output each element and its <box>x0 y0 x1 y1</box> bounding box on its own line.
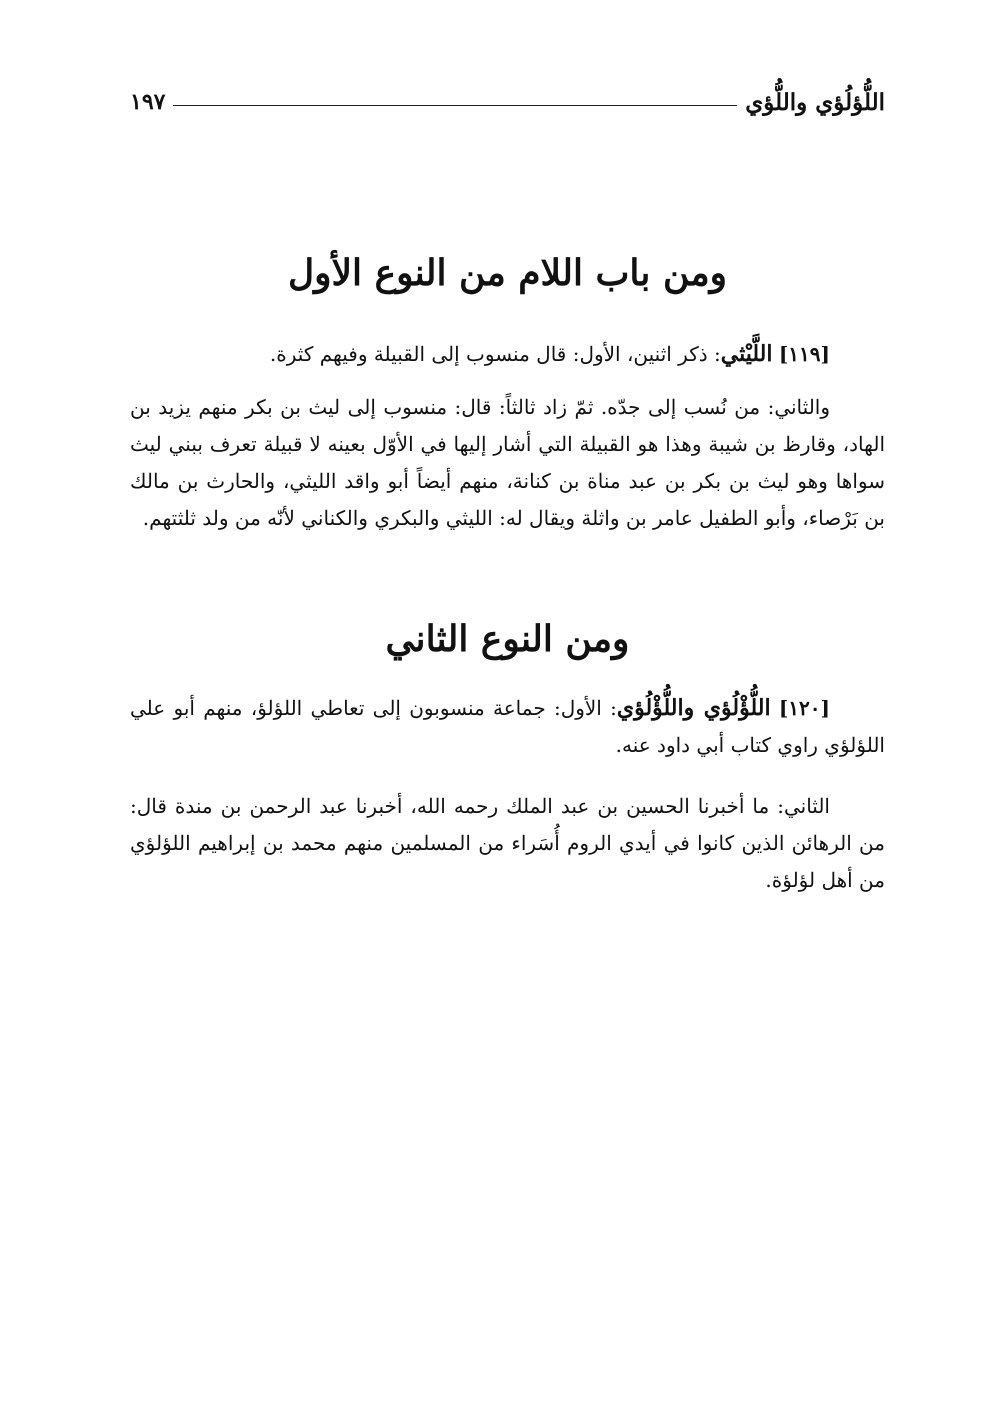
entry-120-text: : الأول: جماعة منسوبون إلى تعاطي اللؤلؤ، منهم أبو علي اللؤلؤي راوي كتاب أبي داود عنه. <box>130 696 885 757</box>
running-title: اللُّؤلُؤي واللُّؤي <box>745 88 885 116</box>
section-heading-second-type: ومن النوع الثاني <box>385 618 630 660</box>
entry-119-number: [١١٩] <box>778 342 830 366</box>
entry-119-second-paragraph: والثاني: من نُسب إلى جدّه. ثمّ زاد ثالثاً: قال: منسوب إلى ليث بن بكر منهم يزيد بن الهاد، وقارظ بن شيبة وهذا هو القبيلة التي أشار إليها في الأوّل بعينه لا قبيلة تعرف ببني ليث سواها وهو ليث بن بكر بن عبد مناة بن كنانة، منهم أيضاً أبو واقد الليثي، والحارث بن مالك بن بَرْصاء، وأبو الطفيل عامر بن واثلة ويقال له: الليثي والبكري والكناني لأنّه من ولد ثلثتهم. <box>130 395 885 530</box>
entry-120-second-paragraph: الثاني: ما أخبرنا الحسين بن عبد الملك رحمه الله، أخبرنا عبد الرحمن بن مندة قال: من الرهائن الذين كانوا في أيدي الروم أُسَراء من المسلمين منهم محمد بن إبراهيم اللؤلؤي من أهل لؤلؤة. <box>130 794 885 892</box>
header-rule <box>173 105 737 106</box>
entry-119-text: : ذكر اثنين، الأول: قال منسوب إلى القبيلة وفيهم كثرة. <box>269 342 721 366</box>
entry-119-first-paragraph <box>130 336 885 373</box>
entry-119-name: اللَّيْثي <box>720 341 773 367</box>
page-number: ١٩٧ <box>130 89 166 115</box>
section-heading-lam-first-type: ومن باب اللام من النوع الأول <box>287 252 728 294</box>
entry-120-first-paragraph <box>130 690 885 764</box>
entry-120-name: اللُّؤْلُؤي واللُّؤْلُؤي <box>616 695 771 721</box>
running-header <box>130 82 885 122</box>
entry-120-number: [١٢٠] <box>778 696 830 720</box>
